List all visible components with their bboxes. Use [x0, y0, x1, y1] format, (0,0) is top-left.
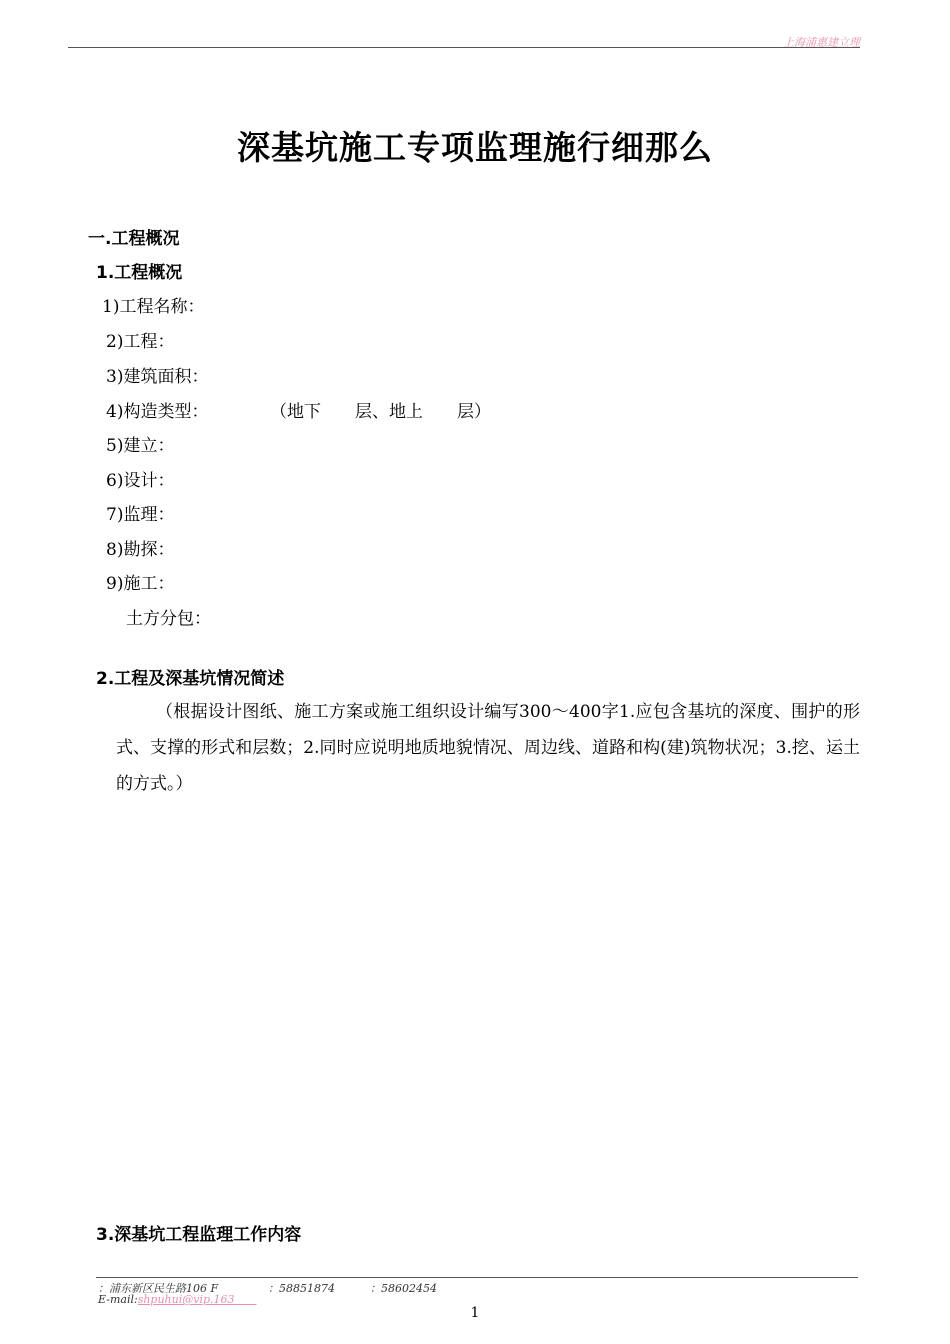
item-developer: 5)建立： [106, 436, 175, 456]
subsection-heading-overview: 1.工程概况 [96, 263, 183, 283]
footer-email-link[interactable]: shpuhui@vip.163 [137, 1293, 235, 1306]
footer-phone: ：58851874 [268, 1282, 335, 1295]
footer-divider [96, 1277, 858, 1278]
subsection-heading-pit-description: 2.工程及深基坑情况简述 [96, 669, 285, 689]
page-number: 1 [470, 1305, 480, 1321]
section-heading-overview: 一.工程概况 [88, 229, 180, 249]
item-earthwork-subcontract: 土方分包： [126, 609, 211, 629]
footer-address: ：浦东新区民生路106 F [98, 1282, 219, 1295]
pit-description-paragraph: （根据设计图纸、施工方案或施工组织设计编写300～400字1.应包含基坑的深度、围护的形式、支撑的形式和层数；2.同时应说明地质地貌情况、周边线、道路和构(建)筑物状况；3.挖、运土的方式。） [116, 702, 860, 794]
item-construction: 9)施工： [106, 574, 175, 594]
document-title: 深基坑施工专项监理施行细那么 [237, 128, 713, 167]
item-survey: 8)勘探： [106, 540, 175, 560]
item-project-name: 1)工程名称： [102, 297, 205, 317]
header-org: 上海浦惠建立理 [783, 36, 860, 49]
item-building-area: 3)建筑面积： [106, 367, 209, 387]
item-structure-type: 4)构造类型： [106, 402, 209, 422]
footer-fax: ：58602454 [370, 1282, 437, 1295]
footer-email-label: E-mail: [98, 1293, 138, 1306]
item-design: 6)设计： [106, 471, 175, 491]
item-structure-detail: （地下 层、地上 层） [270, 402, 491, 422]
item-supervision: 7)监理： [106, 505, 175, 525]
item-project: 2)工程： [106, 332, 175, 352]
header-divider [68, 47, 860, 48]
subsection-heading-supervision-content: 3.深基坑工程监理工作内容 [96, 1225, 302, 1245]
